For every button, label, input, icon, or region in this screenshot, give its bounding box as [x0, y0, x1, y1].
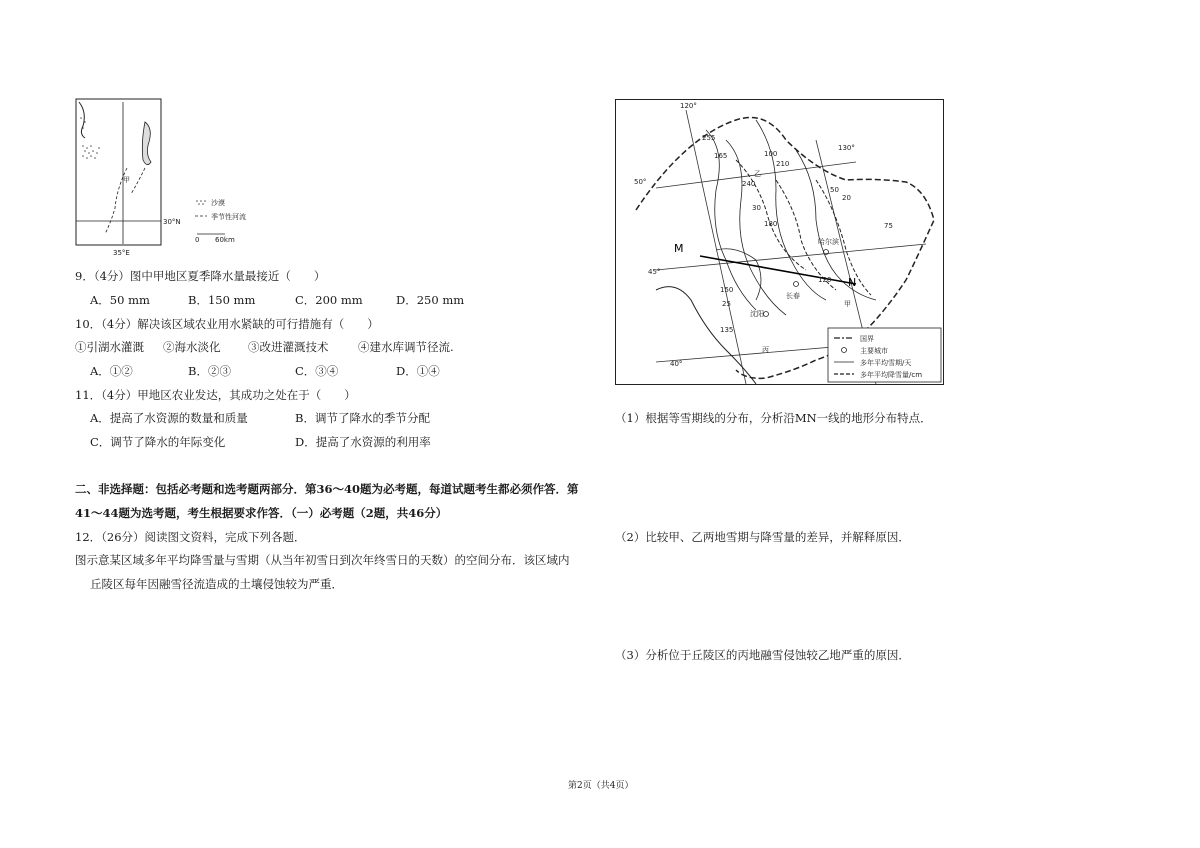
svg-text:255: 255 [702, 134, 716, 142]
left-map [75, 98, 265, 257]
svg-text:25: 25 [722, 300, 731, 308]
svg-text:50: 50 [830, 186, 839, 194]
lon-label: 35°E [113, 249, 130, 257]
lat-40-label: 40° [670, 360, 683, 368]
lon-130-label: 130° [838, 144, 855, 152]
legend-seasonal-river: 季节性河流 [211, 213, 246, 221]
snow-map-figure [616, 100, 943, 384]
lat-45-label: 45° [648, 268, 661, 276]
section2-heading-line1: 二、非选择题：包括必考题和选考题两部分．第36～40题为必考题，每道试题考生都必须作答．第 [75, 482, 579, 496]
left-map-legend [195, 198, 246, 244]
q10-option-c: C．③④ [295, 364, 339, 378]
q9-option-b: B．150 mm [188, 293, 256, 307]
section2-heading-line2: 41～44题为选考题，考生根据要求作答．（一）必考题（2题，共46分） [75, 506, 448, 520]
svg-text:150: 150 [720, 286, 734, 294]
q12-stem: 12．（26分）阅读图文资料，完成下列各题． [75, 530, 306, 544]
place-jia-label: 甲 [123, 176, 130, 184]
left-map-figure [75, 98, 265, 257]
q11-option-a: A．提高了水资源的数量和质量 [90, 411, 248, 425]
page-footer: 第2页（共4页） [568, 781, 634, 791]
q10-measure-4: ④建水库调节径流. [358, 340, 454, 354]
svg-text:75: 75 [884, 222, 893, 230]
q11-option-c: C．调节了降水的年际变化 [90, 435, 226, 449]
q10-option-d: D．①④ [396, 364, 440, 378]
q11-option-d: D．提高了水资源的利用率 [295, 435, 431, 449]
q10-option-b: B．②③ [188, 364, 231, 378]
legend-desert: 沙漠 [211, 199, 225, 207]
scale-end: 60km [215, 236, 235, 244]
svg-text:180: 180 [764, 220, 778, 228]
point-n: N [848, 276, 857, 289]
snow-map-legend [828, 328, 941, 382]
q10-measure-2: ②海水淡化 [163, 340, 221, 354]
svg-text:210: 210 [776, 160, 790, 168]
legend-snowfall: 多年平均降雪量/cm [860, 371, 923, 379]
q12-sub1: （1）根据等雪期线的分布，分析沿MN一线的地形分布特点． [615, 411, 932, 425]
city-changchun-marker [794, 282, 799, 287]
svg-text:120: 120 [818, 276, 832, 284]
q9-option-d: D．250 mm [396, 293, 465, 307]
svg-text:20: 20 [842, 194, 851, 202]
q9-option-c: C．200 mm [295, 293, 363, 307]
lat-50-label: 50° [634, 178, 647, 186]
place-jia: 甲 [844, 300, 851, 308]
svg-text:240: 240 [742, 180, 756, 188]
point-m: M [674, 242, 684, 255]
svg-text:165: 165 [714, 152, 728, 160]
svg-text:135: 135 [720, 326, 734, 334]
q11-stem: 11．（4分）甲地区农业发达，其成功之处在于（ ） [75, 388, 356, 402]
legend-border: 国界 [860, 335, 874, 343]
city-shenyang: 沈阳 [750, 310, 764, 318]
q12-sub3: （3）分析位于丘陵区的丙地融雪侵蚀较乙地严重的原因． [615, 648, 910, 662]
q10-stem: 10．（4分）解决该区域农业用水紧缺的可行措施有（ ） [75, 317, 379, 331]
svg-text:30: 30 [752, 204, 761, 212]
legend-city: 主要城市 [860, 347, 888, 355]
q10-measure-1: ①引湖水灌溉 [75, 340, 144, 354]
lon-120-label: 120° [680, 102, 697, 110]
q9-stem: 9．（4分）图中甲地区夏季降水量最接近（ ） [75, 269, 326, 283]
city-changchun: 长春 [786, 292, 800, 300]
q10-option-a: A．①② [90, 364, 133, 378]
lat-label: 30°N [163, 218, 181, 226]
q9-option-a: A．50 mm [90, 293, 150, 307]
contour-labels [702, 134, 893, 334]
city-harbin: 哈尔滨 [818, 238, 839, 246]
q12-paragraph-1: 图示意某区域多年平均降雪量与雪期（从当年初雪日到次年终雪日的天数）的空间分布．该区域内 [75, 553, 570, 567]
q12-paragraph-2: 丘陵区每年因融雪径流造成的土壤侵蚀较为严重． [90, 577, 343, 591]
q11-option-b: B．调节了降水的季节分配 [295, 411, 430, 425]
city-shenyang-marker [764, 312, 769, 317]
legend-snow-period: 多年平均雪期/天 [860, 359, 912, 367]
scale-start: 0 [195, 236, 200, 244]
q10-measure-3: ③改进灌溉技术 [248, 340, 329, 354]
svg-text:100: 100 [764, 150, 778, 158]
snow-map [615, 99, 944, 385]
place-yi: 乙 [754, 170, 761, 178]
place-bing: 丙 [762, 346, 769, 354]
q12-sub2: （2）比较甲、乙两地雪期与降雪量的差异，并解释原因． [615, 530, 910, 544]
